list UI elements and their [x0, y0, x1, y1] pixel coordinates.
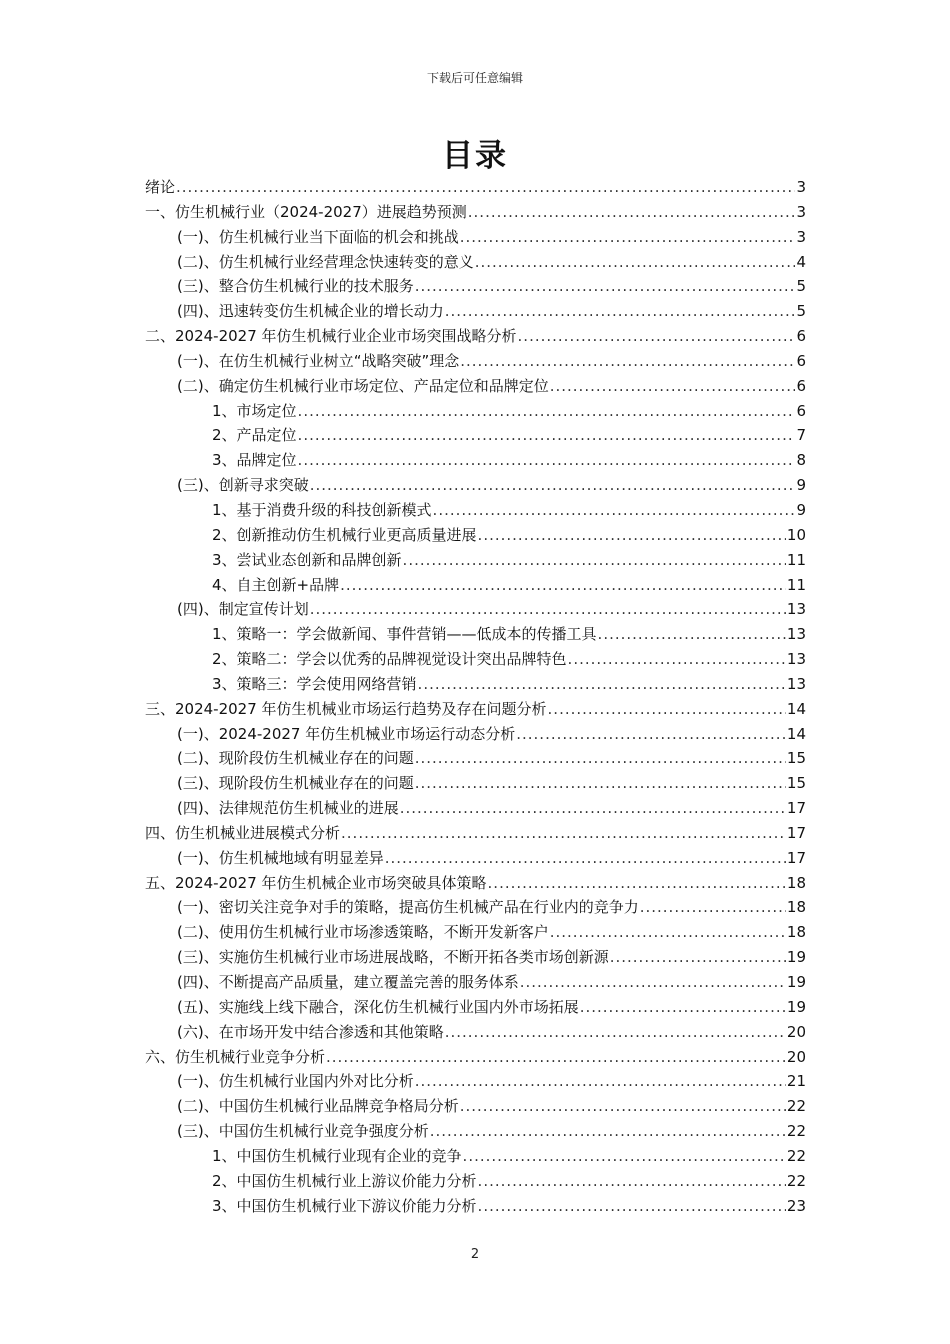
- toc-entry-page: 11: [786, 575, 806, 594]
- toc-dot-leader: [326, 1045, 786, 1070]
- toc-entry[interactable]: [145, 1020, 806, 1045]
- toc-dot-leader: [176, 175, 795, 200]
- toc-dot-leader: [463, 1144, 786, 1169]
- toc-entry[interactable]: [145, 225, 806, 250]
- toc-entry-page: 4: [796, 252, 806, 271]
- table-of-contents: [145, 175, 806, 1218]
- toc-entry[interactable]: [145, 647, 806, 672]
- toc-entry-page: 17: [786, 823, 806, 842]
- toc-dot-leader: [460, 225, 796, 250]
- toc-entry-title: 3、中国仿生机械行业下游议价能力分析: [212, 1196, 477, 1215]
- toc-entry[interactable]: [145, 498, 806, 523]
- toc-dot-leader: [415, 274, 796, 299]
- toc-entry-page: 13: [786, 650, 806, 669]
- toc-entry-title: 2、策略二：学会以优秀的品牌视觉设计突出品牌特色: [212, 650, 567, 669]
- toc-dot-leader: [310, 597, 786, 622]
- toc-dot-leader: [478, 523, 786, 548]
- toc-dot-leader: [640, 895, 786, 920]
- toc-dot-leader: [550, 920, 786, 945]
- toc-entry-title: 4、自主创新+品牌: [212, 575, 340, 594]
- toc-entry-title: (六)、在市场开发中结合渗透和其他策略: [177, 1022, 444, 1041]
- toc-entry-title: (三)、中国仿生机械行业竞争强度分析: [177, 1122, 429, 1141]
- toc-entry[interactable]: [145, 175, 806, 200]
- toc-entry-title: 五、2024-2027 年仿生机械企业市场突破具体策略: [145, 873, 487, 892]
- toc-entry-page: 13: [786, 625, 806, 644]
- toc-entry[interactable]: [145, 1069, 806, 1094]
- toc-entry-title: 2、创新推动仿生机械行业更高质量进展: [212, 525, 477, 544]
- toc-entry-title: 3、品牌定位: [212, 451, 297, 470]
- toc-entry-title: (三)、现阶段仿生机械业存在的问题: [177, 774, 414, 793]
- toc-entry-page: 5: [796, 302, 806, 321]
- toc-entry[interactable]: [145, 274, 806, 299]
- toc-entry[interactable]: [145, 448, 806, 473]
- toc-entry[interactable]: [145, 250, 806, 275]
- toc-dot-leader: [460, 1094, 786, 1119]
- toc-dot-leader: [478, 1194, 786, 1219]
- toc-entry-page: 23: [786, 1196, 806, 1215]
- toc-entry-title: (一)、仿生机械行业当下面临的机会和挑战: [177, 227, 459, 246]
- toc-entry-page: 21: [786, 1072, 806, 1091]
- toc-dot-leader: [610, 945, 786, 970]
- toc-entry-title: (二)、中国仿生机械行业品牌竞争格局分析: [177, 1097, 459, 1116]
- toc-entry-title: (四)、法律规范仿生机械业的进展: [177, 799, 399, 818]
- toc-entry-page: 15: [786, 774, 806, 793]
- toc-dot-leader: [516, 722, 786, 747]
- toc-entry-page: 14: [786, 724, 806, 743]
- toc-entry[interactable]: [145, 697, 806, 722]
- toc-entry-title: (二)、现阶段仿生机械业存在的问题: [177, 749, 414, 768]
- toc-entry[interactable]: [145, 349, 806, 374]
- toc-dot-leader: [598, 622, 786, 647]
- toc-entry-page: 18: [786, 923, 806, 942]
- toc-entry-page: 17: [786, 799, 806, 818]
- toc-entry-title: 六、仿生机械行业竞争分析: [145, 1047, 326, 1066]
- toc-entry[interactable]: [145, 995, 806, 1020]
- toc-dot-leader: [478, 1169, 786, 1194]
- toc-entry[interactable]: [145, 1119, 806, 1144]
- toc-entry-title: 绪论: [145, 178, 176, 196]
- page-title: 目录: [442, 138, 508, 174]
- toc-entry-page: 6: [796, 401, 806, 420]
- toc-entry[interactable]: [145, 871, 806, 896]
- toc-dot-leader: [298, 448, 796, 473]
- toc-entry-title: 三、2024-2027 年仿生机械业市场运行趋势及存在问题分析: [145, 699, 547, 718]
- toc-entry[interactable]: [145, 1094, 806, 1119]
- toc-dot-leader: [468, 200, 796, 225]
- toc-entry-page: 9: [796, 500, 806, 519]
- toc-dot-leader: [445, 299, 796, 324]
- toc-entry[interactable]: [145, 1169, 806, 1194]
- toc-entry-title: (一)、2024-2027 年仿生机械业市场运行动态分析: [177, 724, 516, 743]
- toc-entry-page: 17: [786, 848, 806, 867]
- toc-entry-page: 11: [786, 550, 806, 569]
- toc-entry-page: 18: [786, 873, 806, 892]
- toc-entry[interactable]: [145, 895, 806, 920]
- toc-entry-page: 3: [796, 227, 806, 246]
- toc-entry-title: (二)、确定仿生机械行业市场定位、产品定位和品牌定位: [177, 376, 549, 395]
- toc-dot-leader: [385, 846, 786, 871]
- toc-entry-page: 22: [786, 1122, 806, 1141]
- toc-entry-page: 3: [796, 178, 806, 196]
- toc-entry-page: 14: [786, 699, 806, 718]
- toc-entry-title: (三)、创新寻求突破: [177, 476, 309, 495]
- toc-entry-title: (一)、密切关注竞争对手的策略，提高仿生机械产品在行业内的竞争力: [177, 898, 639, 917]
- toc-dot-leader: [415, 1069, 786, 1094]
- toc-entry-page: 20: [786, 1047, 806, 1066]
- toc-entry[interactable]: [145, 548, 806, 573]
- toc-entry-page: 8: [796, 451, 806, 470]
- toc-dot-leader: [298, 399, 796, 424]
- toc-dot-leader: [298, 423, 796, 448]
- toc-entry-page: 6: [796, 327, 806, 346]
- toc-entry[interactable]: [145, 1194, 806, 1219]
- toc-entry-title: 3、策略三：学会使用网络营销: [212, 674, 417, 693]
- toc-entry[interactable]: [145, 573, 806, 598]
- toc-entry-page: 19: [786, 997, 806, 1016]
- header-note: 下载后可任意编辑: [426, 71, 523, 85]
- toc-entry-title: (二)、仿生机械行业经营理念快速转变的意义: [177, 252, 474, 271]
- toc-entry[interactable]: [145, 1144, 806, 1169]
- toc-entry-page: 7: [796, 426, 806, 445]
- toc-entry[interactable]: [145, 821, 806, 846]
- toc-dot-leader: [548, 697, 786, 722]
- toc-entry[interactable]: [145, 722, 806, 747]
- page-number: 2: [470, 1247, 480, 1262]
- toc-dot-leader: [341, 821, 786, 846]
- toc-entry[interactable]: [145, 622, 806, 647]
- toc-entry[interactable]: [145, 473, 806, 498]
- toc-dot-leader: [445, 1020, 786, 1045]
- toc-dot-leader: [433, 498, 796, 523]
- toc-entry-title: 1、基于消费升级的科技创新模式: [212, 500, 432, 519]
- toc-entry[interactable]: [145, 597, 806, 622]
- toc-entry-title: (三)、整合仿生机械行业的技术服务: [177, 277, 414, 296]
- toc-entry-title: (三)、实施仿生机械行业市场进展战略，不断开拓各类市场创新源: [177, 948, 609, 967]
- toc-entry-page: 20: [786, 1022, 806, 1041]
- toc-dot-leader: [580, 995, 786, 1020]
- toc-dot-leader: [418, 672, 786, 697]
- toc-dot-leader: [488, 871, 786, 896]
- toc-entry-page: 6: [796, 376, 806, 395]
- toc-entry[interactable]: [145, 399, 806, 424]
- toc-entry-page: 13: [786, 674, 806, 693]
- toc-dot-leader: [518, 324, 796, 349]
- toc-entry[interactable]: [145, 1045, 806, 1070]
- toc-entry[interactable]: [145, 746, 806, 771]
- toc-entry-title: 一、仿生机械行业（2024-2027）进展趋势预测: [145, 202, 467, 221]
- toc-entry-page: 3: [796, 202, 806, 221]
- toc-dot-leader: [403, 548, 786, 573]
- toc-entry-title: 四、仿生机械业进展模式分析: [145, 823, 341, 842]
- toc-entry-title: 1、策略一：学会做新闻、事件营销——低成本的传播工具: [212, 625, 597, 644]
- toc-entry[interactable]: [145, 523, 806, 548]
- toc-entry[interactable]: [145, 846, 806, 871]
- toc-entry-page: 13: [786, 600, 806, 619]
- toc-dot-leader: [340, 573, 786, 598]
- toc-entry-title: (五)、实施线上线下融合，深化仿生机械行业国内外市场拓展: [177, 997, 579, 1016]
- toc-dot-leader: [415, 746, 786, 771]
- toc-entry[interactable]: [145, 324, 806, 349]
- toc-dot-leader: [460, 349, 795, 374]
- toc-entry-page: 5: [796, 277, 806, 296]
- toc-entry[interactable]: [145, 374, 806, 399]
- toc-dot-leader: [550, 374, 796, 399]
- toc-dot-leader: [430, 1119, 786, 1144]
- toc-entry-title: (二)、使用仿生机械行业市场渗透策略，不断开发新客户: [177, 923, 549, 942]
- toc-entry-page: 18: [786, 898, 806, 917]
- toc-dot-leader: [400, 796, 786, 821]
- toc-entry[interactable]: [145, 771, 806, 796]
- toc-entry-page: 9: [796, 476, 806, 495]
- toc-entry-title: (一)、仿生机械地域有明显差异: [177, 848, 384, 867]
- toc-entry-title: 1、中国仿生机械行业现有企业的竞争: [212, 1146, 462, 1165]
- toc-entry-title: 二、2024-2027 年仿生机械行业企业市场突围战略分析: [145, 327, 517, 346]
- toc-dot-leader: [475, 250, 796, 275]
- toc-entry-page: 22: [786, 1146, 806, 1165]
- toc-entry-title: 3、尝试业态创新和品牌创新: [212, 550, 402, 569]
- toc-dot-leader: [568, 647, 786, 672]
- toc-entry-page: 22: [786, 1171, 806, 1190]
- toc-entry-title: 2、中国仿生机械行业上游议价能力分析: [212, 1171, 477, 1190]
- toc-entry-page: 22: [786, 1097, 806, 1116]
- toc-entry-title: (四)、迅速转变仿生机械企业的增长动力: [177, 302, 444, 321]
- toc-entry-page: 19: [786, 948, 806, 967]
- toc-entry[interactable]: [145, 920, 806, 945]
- toc-entry-title: (四)、不断提高产品质量，建立覆盖完善的服务体系: [177, 973, 519, 991]
- toc-entry-page: 10: [786, 525, 806, 544]
- toc-entry-title: (一)、在仿生机械行业树立“战略突破”理念: [177, 351, 460, 370]
- toc-entry-page: 15: [786, 749, 806, 768]
- toc-entry-page: 6: [796, 351, 806, 370]
- toc-entry[interactable]: [145, 796, 806, 821]
- toc-entry[interactable]: [145, 945, 806, 970]
- toc-dot-leader: [520, 970, 786, 995]
- toc-entry[interactable]: [145, 970, 806, 995]
- toc-entry[interactable]: [145, 200, 806, 225]
- toc-dot-leader: [310, 473, 796, 498]
- toc-entry-title: 2、产品定位: [212, 426, 297, 445]
- toc-entry[interactable]: [145, 672, 806, 697]
- toc-entry-title: (四)、制定宣传计划: [177, 600, 309, 619]
- toc-entry[interactable]: [145, 423, 806, 448]
- toc-entry[interactable]: [145, 299, 806, 324]
- toc-entry-title: (一)、仿生机械行业国内外对比分析: [177, 1072, 414, 1091]
- toc-entry-title: 1、市场定位: [212, 401, 297, 420]
- toc-dot-leader: [415, 771, 786, 796]
- toc-entry-page: 19: [786, 973, 806, 991]
